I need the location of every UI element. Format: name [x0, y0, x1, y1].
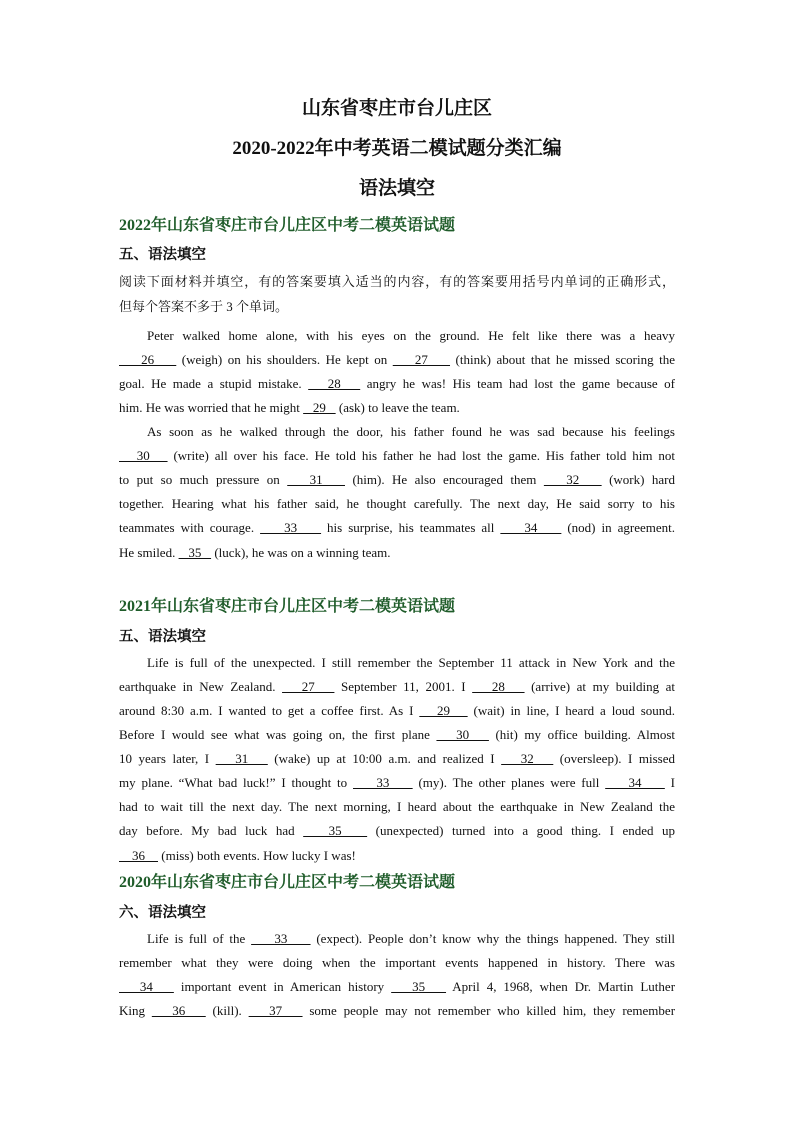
answer-blank: 26 [119, 352, 177, 367]
passage-line: together. Hearing what his father said, he thought carefully. The next day, He said sorry to his [119, 496, 675, 511]
answer-blank: 30 [436, 727, 489, 742]
passage-line: Life is full of the 33 (expect). People don’t know why the things happened. They still [147, 931, 675, 946]
answer-blank: 36 [119, 848, 158, 863]
instruction-line: 阅读下面材料并填空，有的答案要填入适当的内容，有的答案要用括号内单词的正确形式， [119, 274, 675, 289]
title-line-1: 山东省枣庄市台儿庄区 [301, 98, 492, 119]
passage-line: remember what they were doing when the important events happened in history. There was [119, 955, 675, 970]
passage-line: to put so much pressure on 31 (him). He also encouraged them 32 (work) hard [119, 472, 676, 487]
answer-blank: 33 [260, 520, 322, 535]
answer-blank: 34 [119, 979, 174, 994]
answer-blank: 29 [419, 703, 468, 718]
answer-blank: 27 [392, 352, 451, 367]
section-heading-2022: 2022年山东省枣庄市台儿庄区中考二模英语试题 [119, 217, 456, 234]
answer-blank: 35 [391, 979, 447, 994]
title-line-2: 2020-2022年中考英语二模试题分类汇编 [232, 138, 562, 159]
answer-blank: 32 [543, 472, 602, 487]
answer-blank: 37 [248, 1003, 303, 1018]
passage-line: Peter walked home alone, with his eyes on the ground. He felt like there was a heavy [147, 328, 675, 343]
section-subheading-2021: 五、语法填空 [119, 629, 206, 645]
answer-blank: 34 [500, 520, 562, 535]
passage-line: King 36 (kill). 37 some people may not remember who killed him, they remember [119, 1003, 676, 1018]
answer-blank: 30 [119, 448, 168, 463]
answer-blank: 28 [472, 679, 525, 694]
answer-blank: 32 [501, 751, 554, 766]
answer-blank: 33 [251, 931, 311, 946]
answer-blank: 31 [287, 472, 345, 487]
title-line-3: 语法填空 [358, 178, 435, 199]
passage-line: had to wait till the next day. The next morning, I heard about the earthquake in New Zealand the [119, 799, 675, 814]
passage-line: 30 (write) all over his face. He told his father he had lost the game. His father told him not [119, 448, 676, 463]
answer-blank: 31 [215, 751, 268, 766]
section-heading-2020: 2020年山东省枣庄市台儿庄区中考二模英语试题 [119, 874, 456, 891]
passage-line: Before I would see what was going on, the first plane 30 (hit) my office building. Almost [119, 727, 675, 742]
answer-blank: 27 [282, 679, 335, 694]
section-heading-2021: 2021年山东省枣庄市台儿庄区中考二模英语试题 [119, 598, 456, 615]
answer-blank: 35 [178, 545, 212, 560]
answer-blank: 33 [353, 775, 413, 790]
section-subheading-2022: 五、语法填空 [119, 247, 206, 263]
passage-line: my plane. “What bad luck!” I thought to 33 (my). The other planes were full 34 I [119, 775, 675, 790]
section-subheading-2020: 六、语法填空 [119, 905, 206, 921]
passage-line: him. He was worried that he might 29 (ask) to leave the team. [119, 400, 460, 415]
passage-line: 34 important event in American history 35 April 4, 1968, when Dr. Martin Luther [119, 979, 676, 994]
passage-line: earthquake in New Zealand. 27 September 11, 2001. I 28 (arrive) at my building at [119, 679, 676, 694]
passage-line: Life is full of the unexpected. I still remember the September 11 attack in New York and the [147, 655, 675, 670]
passage-line: 36 (miss) both events. How lucky I was! [119, 848, 356, 863]
passage-line: goal. He made a stupid mistake. 28 angry he was! His team had lost the game because of [119, 376, 676, 391]
passage-line: day before. My bad luck had 35 (unexpected) turned into a good thing. I ended up [119, 823, 675, 838]
answer-blank: 36 [151, 1003, 206, 1018]
answer-blank: 29 [303, 400, 336, 415]
passage-line: 10 years later, I 31 (wake) up at 10:00 a.m. and realized I 32 (oversleep). I missed [119, 751, 675, 766]
instruction-line: 但每个答案不多于 3 个单词。 [119, 299, 289, 314]
passage-line: As soon as he walked through the door, his father found he was sad because his feelings [147, 424, 675, 439]
passage-line: teammates with courage. 33 his surprise, his teammates all 34 (nod) in agreement. [119, 520, 676, 535]
passage-line: around 8:30 a.m. I wanted to get a coffee first. As I 29 (wait) in line, I heard a loud sound. [119, 703, 675, 718]
answer-blank: 28 [308, 376, 361, 391]
answer-blank: 34 [605, 775, 665, 790]
answer-blank: 35 [303, 823, 368, 838]
passage-line: 26 (weigh) on his shoulders. He kept on 27 (think) about that he missed scoring the [119, 352, 676, 367]
passage-line: He smiled. 35 (luck), he was on a winning team. [119, 545, 391, 560]
